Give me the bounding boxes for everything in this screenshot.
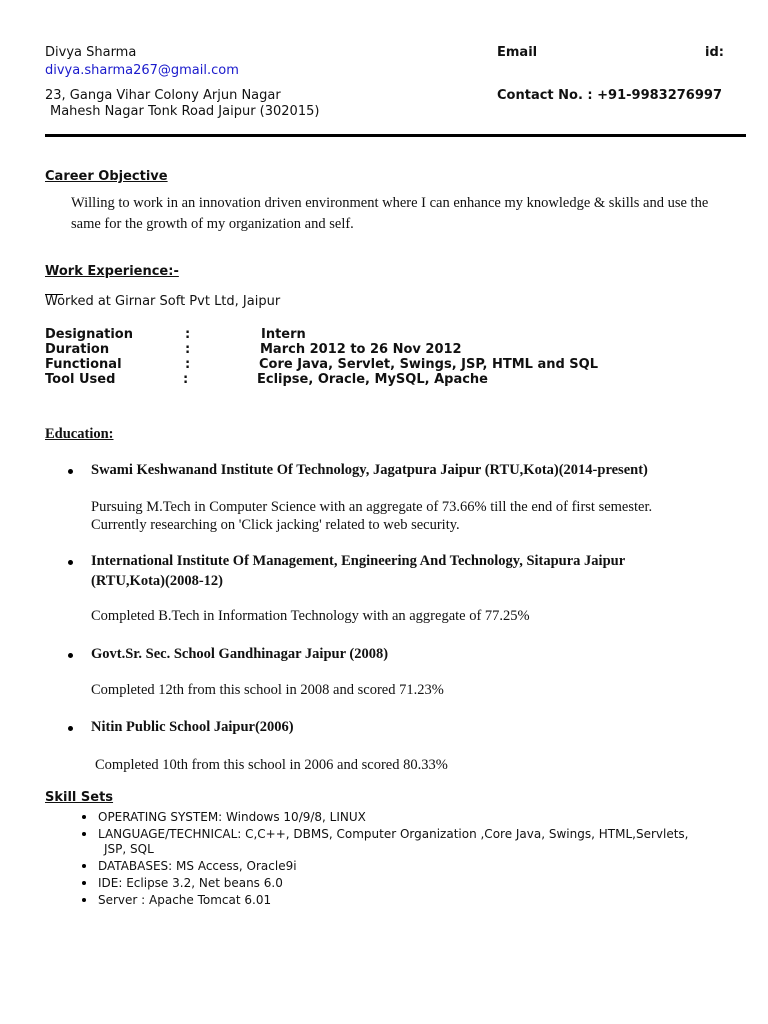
career-objective-heading: Career Objective bbox=[45, 169, 168, 184]
duration-value: March 2012 to 26 Nov 2012 bbox=[260, 342, 462, 357]
career-objective-line-1: Willing to work in an innovation driven environment where I can enhance my knowledge & skills and use the bbox=[71, 195, 709, 211]
functional-label: Functional bbox=[45, 357, 122, 372]
skill-item: LANGUAGE/TECHNICAL: C,C++, DBMS, Computer Organization ,Core Java, Swings, HTML,Servlets, bbox=[98, 827, 689, 841]
company-line: Worked at Girnar Soft Pvt Ltd, Jaipur bbox=[45, 294, 281, 309]
functional-sep: : bbox=[185, 357, 191, 372]
tool-used-label: Tool Used bbox=[45, 372, 116, 387]
edu-1-desc-1: Pursuing M.Tech in Computer Science with an aggregate of 73.66% till the end of first semester. bbox=[91, 499, 653, 515]
designation-value: Intern bbox=[261, 327, 306, 342]
skill-item: IDE: Eclipse 3.2, Net beans 6.0 bbox=[98, 876, 283, 890]
bullet-icon bbox=[68, 653, 73, 658]
bullet-icon bbox=[82, 864, 86, 868]
address-line-1: 23, Ganga Vihar Colony Arjun Nagar bbox=[45, 88, 281, 103]
designation-sep: : bbox=[185, 327, 191, 342]
bullet-icon bbox=[82, 832, 86, 836]
edu-2-desc-1: Completed B.Tech in Information Technology with an aggregate of 77.25% bbox=[91, 608, 530, 624]
edu-3-desc-1: Completed 12th from this school in 2008 and scored 71.23% bbox=[91, 682, 444, 698]
tool-used-value: Eclipse, Oracle, MySQL, Apache bbox=[257, 372, 488, 387]
work-experience-heading: Work Experience:- bbox=[45, 264, 179, 279]
bullet-icon bbox=[68, 560, 73, 565]
skill-item: OPERATING SYSTEM: Windows 10/9/8, LINUX bbox=[98, 810, 366, 824]
bullet-icon bbox=[82, 881, 86, 885]
skill-item: DATABASES: MS Access, Oracle9i bbox=[98, 859, 297, 873]
candidate-name: Divya Sharma bbox=[45, 45, 137, 60]
skill-item: Server : Apache Tomcat 6.01 bbox=[98, 893, 272, 907]
tool-used-sep: : bbox=[183, 372, 189, 387]
duration-sep: : bbox=[185, 342, 191, 357]
education-heading: Education: bbox=[45, 426, 114, 442]
email-label: Email bbox=[497, 45, 538, 60]
skill-item-continuation: JSP, SQL bbox=[104, 842, 154, 856]
address-line-2: Mahesh Nagar Tonk Road Jaipur (302015) bbox=[50, 104, 320, 119]
header-divider bbox=[45, 134, 746, 137]
functional-value: Core Java, Servlet, Swings, JSP, HTML and SQL bbox=[259, 357, 599, 372]
email-link[interactable]: divya.sharma267@gmail.com bbox=[45, 63, 239, 78]
contact-number: Contact No. : +91-9983276997 bbox=[497, 88, 722, 103]
edu-1-title: Swami Keshwanand Institute Of Technology, Jagatpura Jaipur (RTU,Kota)(2014-present) bbox=[91, 462, 648, 478]
edu-4-title: Nitin Public School Jaipur(2006) bbox=[91, 719, 294, 735]
skill-sets-heading: Skill Sets bbox=[45, 790, 114, 805]
edu-2-title-2: (RTU,Kota)(2008-12) bbox=[91, 573, 223, 589]
designation-label: Designation bbox=[45, 327, 133, 342]
edu-1-desc-2: Currently researching on 'Click jacking' related to web security. bbox=[91, 517, 460, 533]
id-label: id: bbox=[705, 45, 724, 60]
edu-2-title: International Institute Of Management, Engineering And Technology, Sitapura Jaipur bbox=[91, 553, 626, 569]
edu-3-title: Govt.Sr. Sec. School Gandhinagar Jaipur (2008) bbox=[91, 646, 389, 662]
bullet-icon bbox=[68, 726, 73, 731]
career-objective-line-2: same for the growth of my organization and self. bbox=[71, 216, 354, 232]
bullet-icon bbox=[82, 815, 86, 819]
bullet-icon bbox=[82, 898, 86, 902]
duration-label: Duration bbox=[45, 342, 110, 357]
edu-4-desc-1: Completed 10th from this school in 2006 and scored 80.33% bbox=[95, 757, 448, 773]
bullet-icon bbox=[68, 469, 73, 474]
